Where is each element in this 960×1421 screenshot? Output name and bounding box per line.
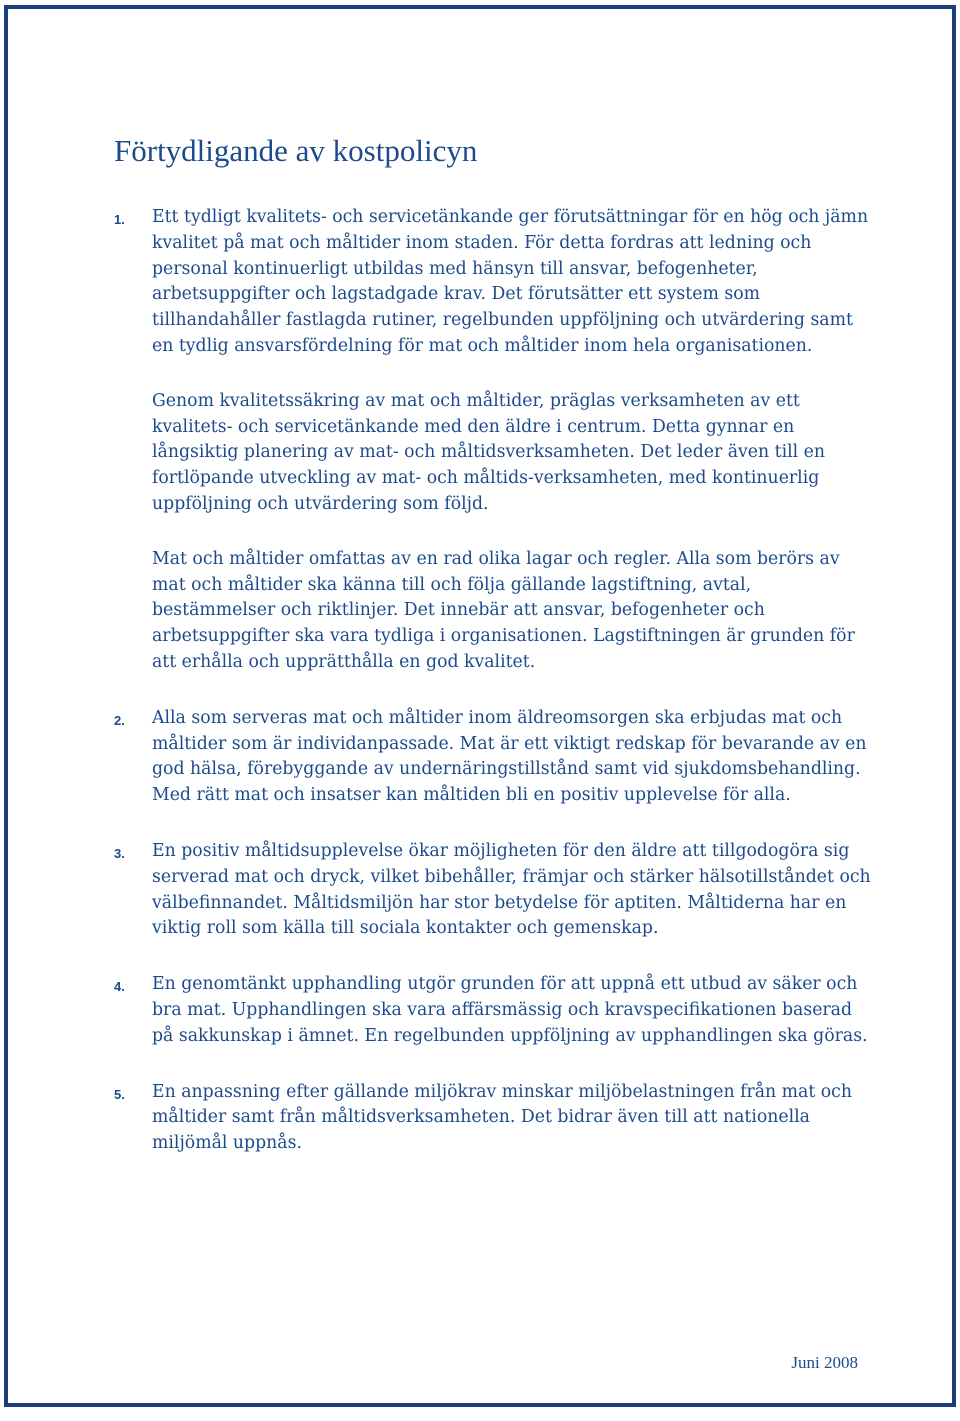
item-number: 1. — [114, 212, 125, 227]
item-body — [152, 839, 874, 942]
item-body — [152, 972, 874, 1049]
item-paragraph: Alla som serveras mat och måltider inom äldreomsorgen ska erbjudas mat och måltider som är individanpassade. Mat är ett viktigt redskap för bevarande av en god hälsa, förebyggande av undernäringstillstånd samt vid sjukdomsbehandling. Med rätt mat och insatser kan måltiden bli en positiv upplevelse för alla. — [152, 707, 867, 806]
item-number: 3. — [114, 845, 125, 861]
item-paragraph: Genom kvalitetssäkring av mat och måltider, präglas verksamheten av ett kvalitets- och servicetänkande med den äldre i centrum. Detta gynnar en långsiktig planering av mat- och måltidsverksamheten. Det leder även till en fortlöpande utveckling av mat- och måltids-verksamheten, med kontinuerlig uppföljning och utvärdering som följd. — [152, 390, 826, 514]
item-body — [152, 706, 874, 809]
item-body — [152, 1080, 874, 1157]
footer-date: Juni 2008 — [791, 1353, 858, 1372]
policy-item-2 — [114, 706, 874, 809]
item-paragraph: Mat och måltider omfattas av en rad olika lagar och regler. Alla som berörs av mat och måltider ska känna till och följa gällande lagstiftning, avtal, bestämmelser och riktlinjer. Det innebär att ansvar, befogenheter och arbetsuppgifter ska vara tydliga i organisationen. Lagstiftningen är grunden för att erhålla och upprätthålla en god kvalitet. — [152, 548, 855, 672]
page-title: Förtydligande av kostpolicyn — [114, 133, 478, 168]
policy-item-3 — [114, 839, 874, 942]
policy-item-1 — [114, 205, 874, 676]
item-body — [152, 205, 874, 676]
item-number: 4. — [114, 979, 125, 995]
item-paragraph: En genomtänkt upphandling utgör grunden för att uppnå ett utbud av säker och bra mat. Upphandlingen ska vara affärsmässig och kravspecifikationen baserad på sakkunskap i ämnet. En regelbunden uppföljning av upphandlingen ska göras. — [152, 974, 868, 1046]
policy-list — [114, 205, 874, 1187]
policy-item-5 — [114, 1080, 874, 1157]
policy-item-4 — [114, 972, 874, 1049]
document-page — [4, 5, 956, 1407]
item-paragraph: En positiv måltidsupplevelse ökar möjligheten för den äldre att tillgodogöra sig serverad mat och dryck, vilket bibehåller, främjar och stärker hälsotillståndet och välbefinnandet. Måltidsmiljön har stor betydelse för aptiten. Måltiderna har en viktig roll som källa till sociala kontakter och gemenskap. — [152, 840, 871, 939]
item-paragraph: En anpassning efter gällande miljökrav minskar miljöbelastningen från mat och måltider samt från måltidsverksamheten. Det bidrar även till att nationella miljömål uppnås. — [152, 1081, 852, 1154]
item-number: 5. — [114, 1086, 125, 1102]
item-number: 2. — [114, 712, 125, 728]
item-paragraph: Ett tydligt kvalitets- och servicetänkande ger förutsättningar för en hög och jämn kvalitet på mat och måltider inom staden. För detta fordras att ledning och personal kontinuerligt utbildas med hänsyn till ansvar, befogenheter, arbetsuppgifter och lagstadgade krav. Det förutsätter ett system som tillhandahåller fastlagda rutiner, regelbunden uppföljning och utvärdering samt en tydlig ansvarsfördelning för mat och måltider inom hela organisationen. — [152, 207, 869, 356]
